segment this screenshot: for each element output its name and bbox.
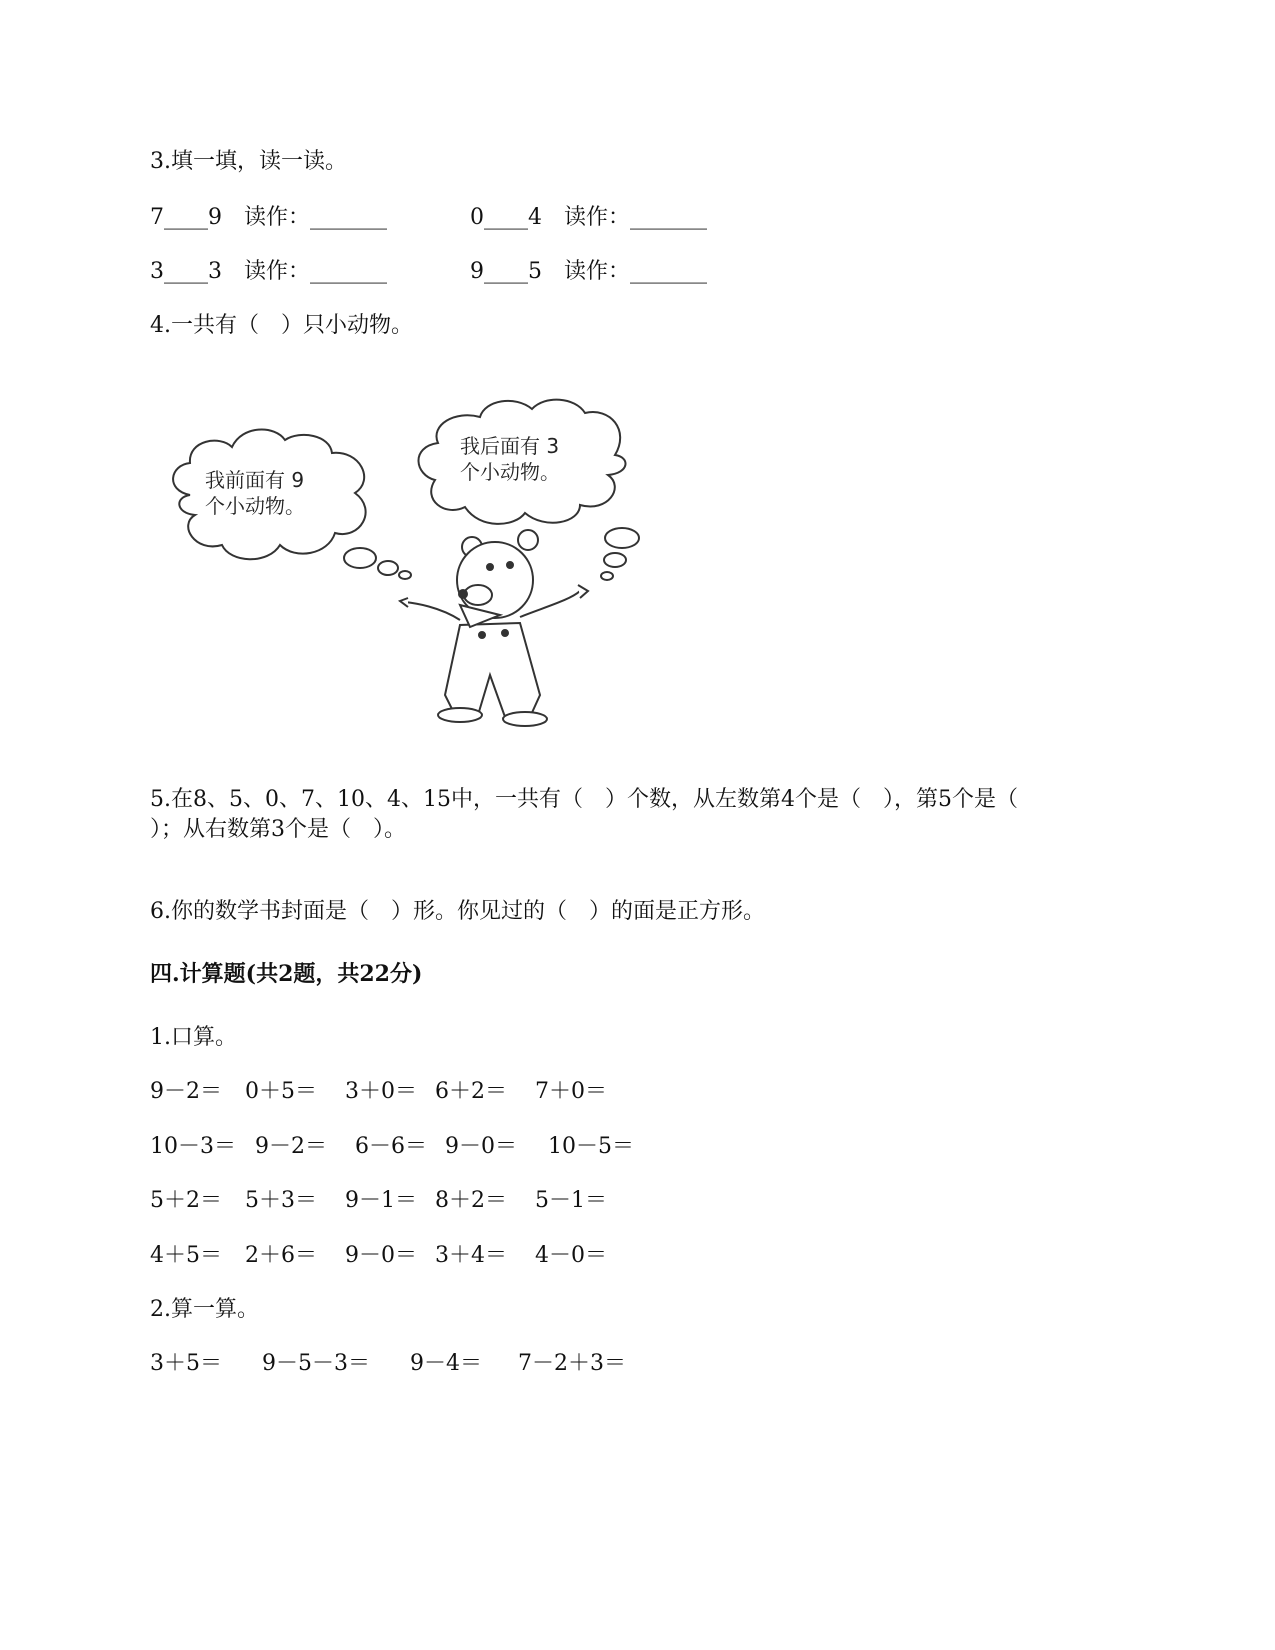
right-bubble-line-2: 个小动物。 bbox=[460, 460, 560, 484]
p2-title: 2.算一算。 bbox=[150, 1297, 259, 1322]
right-bubble-line-1: 我后面有 3 bbox=[460, 434, 560, 458]
q4-title: 4.一共有（ ）只小动物。 bbox=[150, 313, 413, 338]
q3-item-4: 9____5 读作：_______ bbox=[470, 259, 707, 284]
mental-math-item: 9－2＝ bbox=[150, 1079, 222, 1104]
left-bubble-line-1: 我前面有 9 bbox=[205, 468, 305, 492]
mental-math-item: 9－1＝ bbox=[345, 1188, 417, 1213]
calc-item: 9－5－3＝ bbox=[262, 1351, 370, 1376]
q3-item-2: 0____4 读作：_______ bbox=[470, 205, 707, 230]
right-small-bubble-3b bbox=[601, 572, 613, 580]
calc-item: 7－2＋3＝ bbox=[518, 1351, 626, 1376]
mental-math-item: 2＋6＝ bbox=[245, 1243, 317, 1268]
mental-math-item: 4＋5＝ bbox=[150, 1243, 222, 1268]
mental-math-item: 6＋2＝ bbox=[435, 1079, 507, 1104]
mental-math-item: 5＋2＝ bbox=[150, 1188, 222, 1213]
q5-line-2: ）；从右数第3个是（ ）。 bbox=[150, 817, 406, 842]
q5-line-1: 5.在8、5、0、7、10、4、15中，一共有（ ）个数，从左数第4个是（ ），第5个是（ bbox=[150, 787, 1018, 812]
q6-text: 6.你的数学书封面是（ ）形。你见过的（ ）的面是正方形。 bbox=[150, 899, 765, 924]
q3-title: 3.填一填，读一读。 bbox=[150, 149, 347, 174]
calc-item: 3＋5＝ bbox=[150, 1351, 222, 1376]
q3-item-3: 3____3 读作：_______ bbox=[150, 259, 387, 284]
left-bubble-line-2: 个小动物。 bbox=[205, 494, 305, 518]
mental-math-item: 5－1＝ bbox=[535, 1188, 607, 1213]
mental-math-item: 4－0＝ bbox=[535, 1243, 607, 1268]
right-small-bubble-1b bbox=[605, 528, 639, 548]
mental-math-item: 6－6＝ bbox=[355, 1134, 427, 1159]
mental-math-item: 9－0＝ bbox=[345, 1243, 417, 1268]
mental-math-item: 9－2＝ bbox=[255, 1134, 327, 1159]
left-small-bubble-1 bbox=[344, 548, 376, 568]
left-small-bubble-3 bbox=[399, 571, 411, 579]
mental-math-item: 3＋0＝ bbox=[345, 1079, 417, 1104]
q3-item-1: 7____9 读作：_______ bbox=[150, 205, 387, 230]
mental-math-item: 10－3＝ bbox=[150, 1134, 236, 1159]
mental-math-item: 5＋3＝ bbox=[245, 1188, 317, 1213]
mental-math-item: 9－0＝ bbox=[445, 1134, 517, 1159]
bear-icon bbox=[400, 530, 588, 726]
right-small-bubble-2b bbox=[604, 553, 626, 567]
section4-title: 四.计算题(共2题，共22分) bbox=[150, 961, 423, 987]
mental-math-item: 7＋0＝ bbox=[535, 1079, 607, 1104]
bear-illustration bbox=[160, 395, 640, 770]
left-small-bubble-2 bbox=[378, 561, 398, 575]
mental-math-item: 3＋4＝ bbox=[435, 1243, 507, 1268]
mental-math-item: 8＋2＝ bbox=[435, 1188, 507, 1213]
mental-math-item: 0＋5＝ bbox=[245, 1079, 317, 1104]
calc-item: 9－4＝ bbox=[410, 1351, 482, 1376]
mental-math-item: 10－5＝ bbox=[548, 1134, 634, 1159]
p1-title: 1.口算。 bbox=[150, 1025, 237, 1050]
